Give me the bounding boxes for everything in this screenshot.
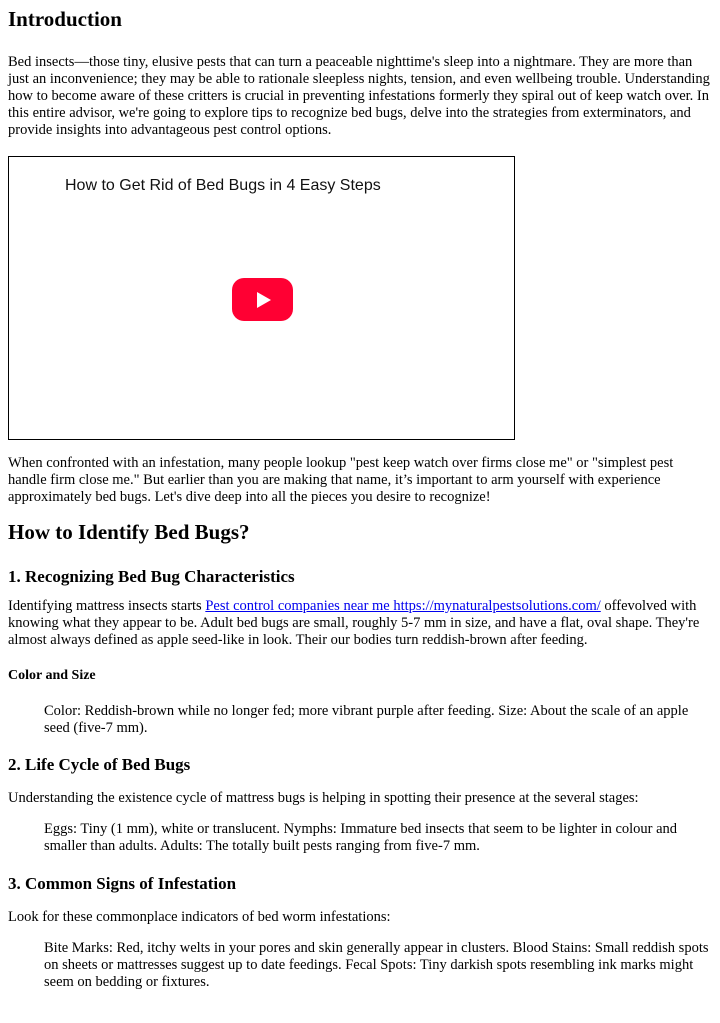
section1-paragraph (8, 598, 712, 649)
section2-quote: Eggs: Tiny (1 mm), white or translucent. Nymphs: Immature bed insects that seem to be lighter in colour and smaller than adults. Adults: The totally built pests ranging from five-7 mm. (44, 821, 678, 854)
play-button[interactable] (232, 278, 293, 321)
section1-heading: 1. Recognizing Bed Bug Characteristics (8, 567, 295, 586)
play-icon (253, 290, 273, 310)
section2-paragraph: Understanding the existence cycle of mattress bugs is helping in spotting their presence at the several stages: (8, 790, 639, 806)
section1-text-before: Identifying mattress insects starts (8, 598, 206, 614)
color-size-heading: Color and Size (8, 668, 96, 683)
video-embed[interactable] (8, 156, 515, 440)
section3-quote: Bite Marks: Red, itchy welts in your pores and skin generally appear in clusters. Blood Stains: Small reddish spots on sheets or mattresses suggest up to date feedings. Fecal Spots: Tiny darkish spots resembling ink marks might seem on bedding or fixtures. (44, 940, 709, 990)
intro-heading: Introduction (8, 7, 122, 31)
section1-text-after: offevolved with knowing what they appear to be. Adult bed bugs are small, roughly 5-7 mm in size, and have a flat, oval shape. They're almost always defined as apple seed-like in look. Their our bodies turn reddish-brown after feeding. (8, 598, 700, 648)
after-video-paragraph: When confronted with an infestation, many people lookup "pest keep watch over firms close me" or "simplest pest handle firm close me." But earlier than you are making that name, it’s important to arm yourself with experience approximately bed bugs. Let's dive deep into all the pieces you desire to recognize! (8, 455, 674, 505)
color-size-quote: Color: Reddish-brown while no longer fed; more vibrant purple after feeding. Size: About the scale of an apple seed (five-7 mm). (44, 703, 689, 736)
article (0, 6, 720, 991)
intro-paragraph: Bed insects—those tiny, elusive pests that can turn a peaceable nighttime's sleep into a nightmare. They are more than just an inconvenience; they may be able to rationale sleepless nights, tension, and even wellbeing trouble. Understanding how to become aware of these critters is crucial in preventing infestations formerly they spiral out of keep watch over. In this entire advisor, we're going to explore tips to recognize bed bugs, delve into the strategies from exterminators, and provide insights into advantageous pest control options. (8, 54, 710, 138)
pest-control-link[interactable]: Pest control companies near me https://mynaturalpestsolutions.com/ (205, 598, 601, 614)
identify-heading: How to Identify Bed Bugs? (8, 520, 250, 544)
video-title[interactable]: How to Get Rid of Bed Bugs in 4 Easy Steps (65, 177, 381, 194)
section3-paragraph: Look for these commonplace indicators of bed worm infestations: (8, 909, 391, 925)
section2-heading: 2. Life Cycle of Bed Bugs (8, 755, 191, 774)
section3-heading: 3. Common Signs of Infestation (8, 874, 237, 893)
